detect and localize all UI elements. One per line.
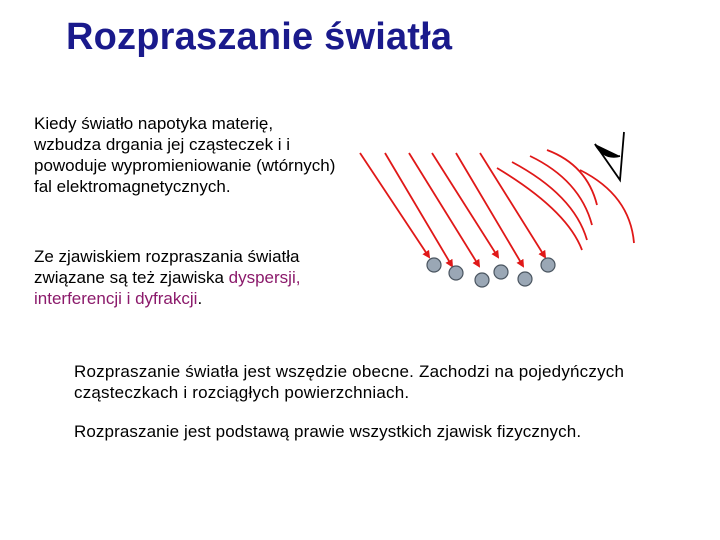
particle-icon [494, 265, 508, 279]
incident-ray-icon [456, 153, 523, 266]
scattering-diagram [352, 120, 652, 295]
intro-paragraph: Kiedy światło napotyka materię, wzbudza drgania jej cząsteczek i i powoduje wypromieniowanie (wtórnych) fal elektromagnetycznych. [34, 114, 336, 196]
particle-icon [427, 258, 441, 272]
eye-icon [595, 132, 624, 180]
particle-icon [449, 266, 463, 280]
particle-icon [518, 272, 532, 286]
scattered-wavefront-icon [512, 162, 587, 240]
scattered-wavefront-icon [530, 156, 592, 225]
particle-icon [475, 273, 489, 287]
scattered-wavefront-icon [547, 150, 597, 205]
ubiquity-paragraph: Rozpraszanie światła jest wszędzie obecne. Zachodzi na pojedyńczych cząsteczkach i rozciągłych powierzchniach. [74, 362, 625, 402]
incident-rays [360, 153, 545, 266]
incident-ray-icon [480, 153, 545, 257]
particle-icon [541, 258, 555, 272]
related-phenomena-suffix: . [197, 289, 203, 308]
fundamental-paragraph: Rozpraszanie jest podstawą prawie wszystkich zjawisk fizycznych. [74, 422, 582, 441]
particles [427, 258, 555, 287]
scattered-wavefront-icon [497, 168, 582, 250]
related-phenomena-text: Ze zjawiskiem rozpraszania światła związane są też zjawiska [34, 247, 300, 287]
slide-title: Rozpraszanie światła [66, 16, 453, 58]
related-phenomena-highlight: dyspersji, interferencji i dyfrakcji [34, 268, 301, 308]
scattered-wavefront-icon [580, 170, 634, 243]
related-phenomena-paragraph [34, 246, 344, 309]
scattered-wavefronts [497, 150, 634, 250]
